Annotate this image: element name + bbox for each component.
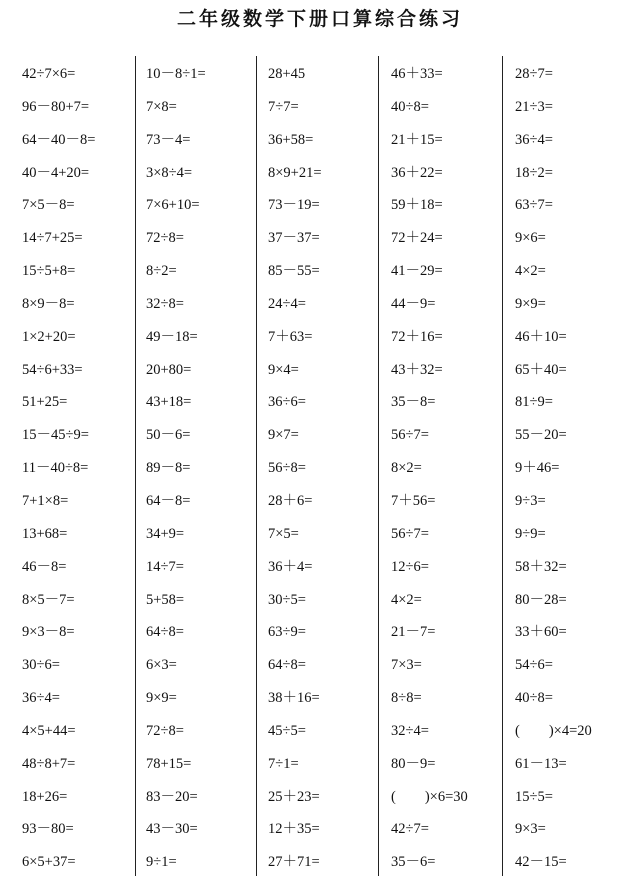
arithmetic-problem: 78+15= (146, 755, 192, 772)
arithmetic-problem: 59＋18= (391, 197, 443, 214)
arithmetic-problem: 7×6+10= (146, 197, 200, 214)
arithmetic-problem: 35－8= (391, 394, 436, 411)
arithmetic-problem: 36÷4= (22, 690, 60, 707)
arithmetic-problem: 21÷3= (515, 98, 553, 115)
arithmetic-problem: 15÷5= (515, 788, 553, 805)
worksheet-title: 二年级数学下册口算综合练习 (176, 8, 463, 30)
arithmetic-problem: 10－8÷1= (146, 66, 206, 82)
arithmetic-problem: 64－40－8= (22, 131, 96, 148)
column-divider (135, 56, 136, 876)
arithmetic-problem: 9×9= (515, 295, 546, 312)
arithmetic-problem: 63÷7= (515, 197, 553, 214)
arithmetic-problem: 7＋56= (391, 492, 436, 509)
arithmetic-problem: 36÷6= (268, 394, 306, 411)
arithmetic-problem: 9×3= (515, 821, 546, 838)
arithmetic-problem: 8×2= (391, 460, 422, 477)
arithmetic-problem: 56÷7= (391, 427, 429, 444)
arithmetic-problem: 36＋4= (268, 558, 313, 575)
arithmetic-problem: 34+9= (146, 525, 185, 542)
arithmetic-problem: 85－55= (268, 263, 320, 280)
arithmetic-problem: 96－80+7= (22, 98, 90, 115)
arithmetic-problem: 42－15= (515, 854, 567, 871)
arithmetic-problem: 64－8= (146, 492, 191, 509)
arithmetic-problem: 48÷8+7= (22, 755, 76, 772)
arithmetic-problem: 35－6= (391, 854, 436, 871)
arithmetic-problem: 32÷8= (146, 295, 184, 312)
column-divider (256, 56, 257, 876)
arithmetic-problem: 42÷7= (391, 821, 429, 838)
arithmetic-problem: 36÷4= (515, 131, 553, 148)
arithmetic-problem: 46＋10= (515, 328, 567, 345)
arithmetic-problem: 93－80= (22, 821, 74, 838)
arithmetic-problem: 8×5－7= (22, 591, 75, 608)
arithmetic-problem: 80－9= (391, 755, 436, 772)
arithmetic-problem: 21＋15= (391, 131, 443, 148)
problem-column-4 (391, 58, 468, 879)
arithmetic-problem: 9＋46= (515, 460, 560, 477)
arithmetic-problem: 9×7= (268, 427, 299, 444)
arithmetic-problem: 56÷7= (391, 525, 429, 542)
arithmetic-problem: 7+1×8= (22, 492, 69, 509)
arithmetic-problem: 4×5+44= (22, 722, 76, 739)
arithmetic-problem: 13+68= (22, 525, 68, 542)
arithmetic-problem: 63÷9= (268, 624, 306, 641)
arithmetic-problem: 1×2+20= (22, 328, 76, 345)
problem-column-2 (146, 58, 206, 879)
arithmetic-problem: 40÷8= (515, 690, 553, 707)
arithmetic-problem: 36＋22= (391, 164, 443, 181)
arithmetic-problem: 72÷8= (146, 230, 184, 247)
arithmetic-problem: 72＋16= (391, 328, 443, 345)
arithmetic-problem: 89－8= (146, 460, 191, 477)
arithmetic-problem: 28＋6= (268, 492, 313, 509)
arithmetic-problem: 28÷7= (515, 66, 553, 82)
arithmetic-problem: 38＋16= (268, 690, 320, 707)
arithmetic-problem: 20+80= (146, 361, 192, 378)
arithmetic-problem: ( )×6=30 (391, 788, 468, 805)
arithmetic-problem: 72＋24= (391, 230, 443, 247)
arithmetic-problem: 25＋23= (268, 788, 320, 805)
arithmetic-problem: 15÷5+8= (22, 263, 76, 280)
arithmetic-problem: 6×3= (146, 657, 177, 674)
arithmetic-problem: 81÷9= (515, 394, 553, 411)
column-divider (502, 56, 503, 876)
arithmetic-problem: 64÷8= (268, 657, 306, 674)
arithmetic-problem: 7×8= (146, 98, 177, 115)
arithmetic-problem: 54÷6= (515, 657, 553, 674)
arithmetic-problem: 7×5－8= (22, 197, 75, 214)
arithmetic-problem: 42÷7×6= (22, 66, 76, 82)
arithmetic-problem: 73－4= (146, 131, 191, 148)
arithmetic-problem: 36+58= (268, 131, 314, 148)
arithmetic-problem: 65＋40= (515, 361, 567, 378)
arithmetic-problem: 61－13= (515, 755, 567, 772)
arithmetic-problem: 8÷2= (146, 263, 177, 280)
arithmetic-problem: 14÷7+25= (22, 230, 83, 247)
arithmetic-problem: 8÷8= (391, 690, 422, 707)
arithmetic-problem: 9×9= (146, 690, 177, 707)
arithmetic-problem: 43－30= (146, 821, 198, 838)
arithmetic-problem: 40÷8= (391, 98, 429, 115)
arithmetic-problem: 41－29= (391, 263, 443, 280)
arithmetic-problem: 55－20= (515, 427, 567, 444)
arithmetic-problem: 4×2= (515, 263, 546, 280)
arithmetic-problem: 7÷1= (268, 755, 299, 772)
arithmetic-problem: 43＋32= (391, 361, 443, 378)
arithmetic-problem: 30÷6= (22, 657, 60, 674)
arithmetic-problem: 8×9－8= (22, 295, 75, 312)
arithmetic-problem: 18+26= (22, 788, 68, 805)
arithmetic-problem: 30÷5= (268, 591, 306, 608)
arithmetic-problem: 9÷3= (515, 492, 546, 509)
arithmetic-problem: 15－45÷9= (22, 427, 89, 444)
arithmetic-problem: 54÷6+33= (22, 361, 83, 378)
arithmetic-problem: 73－19= (268, 197, 320, 214)
arithmetic-problem: 43+18= (146, 394, 192, 411)
arithmetic-problem: 33＋60= (515, 624, 567, 641)
arithmetic-problem: 49－18= (146, 328, 198, 345)
arithmetic-problem: 8×9+21= (268, 164, 322, 181)
arithmetic-problem: 51+25= (22, 394, 68, 411)
arithmetic-problem: 37－37= (268, 230, 320, 247)
arithmetic-problem: 9×3－8= (22, 624, 75, 641)
arithmetic-problem: 58＋32= (515, 558, 567, 575)
arithmetic-problem: 40－4+20= (22, 164, 90, 181)
arithmetic-problem: 7＋63= (268, 328, 313, 345)
arithmetic-problem: 4×2= (391, 591, 422, 608)
arithmetic-problem: 3×8÷4= (146, 164, 193, 181)
arithmetic-problem: 24÷4= (268, 295, 306, 312)
arithmetic-problem: 44－9= (391, 295, 436, 312)
arithmetic-problem: 18÷2= (515, 164, 553, 181)
arithmetic-problem: 72÷8= (146, 722, 184, 739)
arithmetic-problem: 14÷7= (146, 558, 184, 575)
arithmetic-problem: 83－20= (146, 788, 198, 805)
arithmetic-problem: 9÷9= (515, 525, 546, 542)
arithmetic-problem: 21－7= (391, 624, 436, 641)
arithmetic-problem: 80－28= (515, 591, 567, 608)
arithmetic-problem: 7×5= (268, 525, 299, 542)
arithmetic-problem: ( )×4=20 (515, 722, 592, 739)
arithmetic-problem: 9×6= (515, 230, 546, 247)
arithmetic-problem: 28+45 (268, 66, 306, 82)
arithmetic-problem: 46－8= (22, 558, 67, 575)
arithmetic-problem: 56÷8= (268, 460, 306, 477)
column-divider (378, 56, 379, 876)
arithmetic-problem: 46＋33= (391, 66, 443, 82)
arithmetic-problem: 32÷4= (391, 722, 429, 739)
problem-column-3 (268, 58, 322, 879)
arithmetic-problem: 7÷7= (268, 98, 299, 115)
arithmetic-problem: 12÷6= (391, 558, 429, 575)
arithmetic-problem: 11－40÷8= (22, 460, 89, 477)
arithmetic-problem: 6×5+37= (22, 854, 76, 871)
arithmetic-problem: 9÷1= (146, 854, 177, 871)
arithmetic-problem: 5+58= (146, 591, 185, 608)
arithmetic-problem: 50－6= (146, 427, 191, 444)
arithmetic-problem: 45÷5= (268, 722, 306, 739)
arithmetic-problem: 27＋71= (268, 854, 320, 871)
arithmetic-problem: 7×3= (391, 657, 422, 674)
problem-column-1 (22, 58, 95, 879)
arithmetic-problem: 9×4= (268, 361, 299, 378)
arithmetic-problem: 64÷8= (146, 624, 184, 641)
problem-column-5 (515, 58, 592, 879)
arithmetic-problem: 12＋35= (268, 821, 320, 838)
